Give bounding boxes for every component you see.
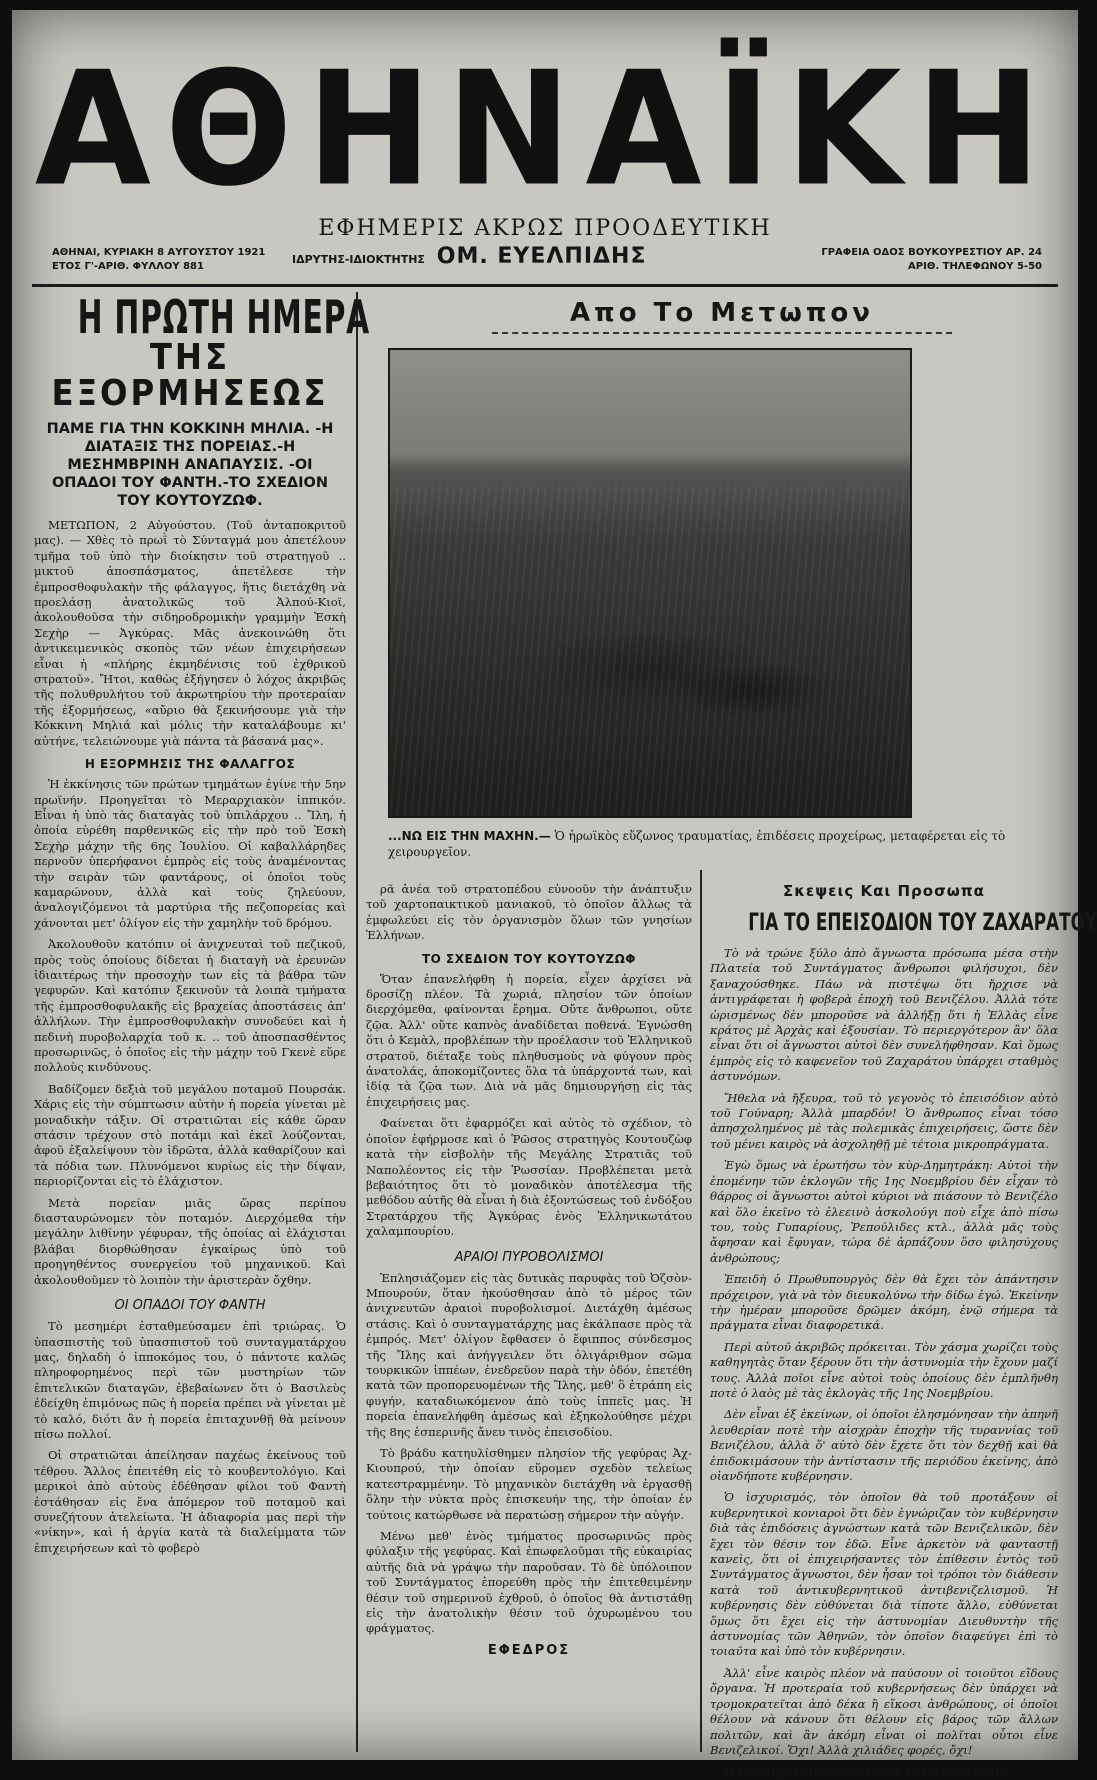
middle-signoff: ΕΦΕΔΡΟΣ [487, 1642, 571, 1658]
info-date-block [52, 246, 265, 274]
middle-paragraph: Μένω μεθ' ἑνὸς τμήματος προσωρινῶς πρὸς φύλαξιν τῆς γεφύρας. Καὶ ἐπωφελοῦμαι τῆς εὐκαιρίας αὐτῆς διὰ νὰ γράψω τὴν παροῦσαν. Τὸ δὲ ὑπόλοιπον τοῦ Συντάγματος ἐπορεύθη πρὸς τὴν ἐπιτεθειμένην θέσιν τοῦ σημερινοῦ ἐχθροῦ, ὁ ὁποῖος θὰ ἀντιστάθῃ εἰς τὴν ἀνατολικὴν θέσιν τοῦ ὀχυρωμένου του φράγματος. [366, 1529, 692, 1636]
right-section-title: Σκεψεις Και Προσωπα [783, 882, 985, 900]
info-bar [52, 244, 1042, 284]
front-section-title: Απο Το Μετωπον [570, 298, 874, 328]
front-title-underline [492, 332, 952, 334]
middle-paragraph: Ὅταν ἐπανελήφθη ἡ πορεία, εἶχεν ἀρχίσει νὰ δροσίζῃ πλέον. Τὰ χωριά, πλησίον τῶν ὁποίων διερχόμεθα, φαίνονται ἔρημα. Οὔτε ἄνθρωποι, οὔτε ζῷα. Ἀλλ' οὔτε καπνὸς ἀναδίδεται ποθενά. Ἐγνώσθη ὅτι ὁ Κεμὰλ, προβλέπων τὴν προέλασιν τοῦ Ἑλληνικοῦ στρατοῦ, διέταξε τοὺς πληθυσμοὺς νὰ φύγουν πρὸς ἀνατολάς, ἀποκομίζοντες ὅλα τὰ ὑπάρχοντά των, καὶ ἰδίᾳ τὰ ζῷα των. Διὰ νὰ μᾶς δημιουργήσῃ εἰς τὰς ἐπιχειρήσεις μας. [366, 971, 692, 1109]
lead-paragraph: Οἱ στρατιῶται ἀπείλησαν παχέως ἐκείνους τοῦ τέθρου. Ἄλλος ἐπειτέθη εἰς τὸ κουβεντολόγιο. Καὶ μερικοὶ ἀπὸ αὐτοὺς ἐδέθησαν φίλοι τοῦ Φαντὴ ἐστάθησαν εἰς ἕνα ἀπόμερον τοῦ ποταμοῦ καὶ συνεζήτουν ἀτελείωτα. Ἡ ἀδιαφορία μας περὶ τὴν «νίκην», καὶ ἡ ἀργία κατὰ τὰ διαλείμματα τῶν ἐπιχειρήσεων καὶ τὸ φοβερὸ [34, 1448, 346, 1555]
right-paragraph: Ἐπειδὴ ὁ Πρωθυπουργὸς δὲν θὰ ἔχει τὸν ἀπάντησιν πρόχειρον, γιὰ νὰ τὸν διευκολύνω τὴν δίδω ἐγώ. Ἐκείνην τὴν ἡμέραν μποροῦσε δρῶμεν ἀκόμη, ἐνῷ σήμερα τὰ πράγματα εἶναι διαφορετικά. [710, 1272, 1058, 1333]
lead-paragraph: Μετὰ πορείαν μιᾶς ὥρας περίπου διασταυρώνομεν τὸν ποταμόν. Διερχόμεθα τὴν μεγάλην λιθίνην γέφυραν, τῆς ὁποίας αἱ ἐλάχισται βλάβαι διορθώθησαν ἐγκαίρως ὑπὸ τοῦ προηγηθέντος συνεργείου τοῦ μηχανικοῦ. Καὶ ἀκολουθοῦμεν τὸ λοιπὸν τὴν ἀριστερὰν ὄχθην. [34, 1195, 346, 1287]
info-founder-block [292, 244, 646, 269]
column-divider-left [356, 292, 358, 1752]
right-paragraph: Ὁ ἰσχυρισμός, τὸν ὁποῖον θὰ τοῦ προτάξουν οἱ κυβερνητικοὶ κονιαροὶ ὅτι δὲν ἐγνώριζαν τὸν κυβέρνησιν διὰ τὰς ἐπιδόσεις ἀγνώστων κατὰ τῶν Βενιζελικῶν, δὲν ἔχει τὸν θέσιν τον ἐδῶ. Εἶνε ἀρκετὸν νὰ φανταστῇ κανεὶς, ὅτι οἱ ἐπιχειρήσαντες τὸν ἐπίθεσιν ἐντὸς τοῦ Συντάγματος ἄγνωστοι, δὲν ἦσαν τοὶ τρόποι τὸν διάθεσιν κατὰ τοῦ ἀντικυβερνητικοῦ ἀντιβενιζελισμοῦ. Ἡ κυβέρνησις δὲν εὐθύνεται διὰ τίποτε ἄλλο, εὐθύνεται ὅμως ὅτι ἔχει εἰς τὴν ἀστυνομίαν Διευθυντὴν τῆς ἀστυνομίας τῶν Ἀθηνῶν, τὸν ὁποῖον διαφεύγει ἐπὶ τὸ τοιαῦτα καὶ ὑπὸ τὸν κυβέρνησιν. [710, 1490, 1058, 1659]
phone-line: ΑΡΙΘ. ΤΗΛΕΦΩΝΟΥ 5-50 [908, 261, 1042, 272]
right-headline: ΓΙΑ ΤΟ ΕΠΕΙΣΟΔΙΟΝ ΤΟΥ ΖΑΧΑΡΑΤΟΥ [748, 908, 1097, 936]
lead-headline-1: Η ΠΡΩΤΗ ΗΜΕΡΑ [77, 290, 370, 344]
middle-article [366, 882, 692, 1752]
issue-line: ΕΤΟΣ Γ'-ΑΡΙΘ. ΦΥΛΛΟΥ 881 [52, 261, 204, 272]
founder-label: ΙΔΡΥΤΗΣ-ΙΔΙΟΚΤΗΤΗΣ [292, 253, 425, 266]
middle-paragraph: Τὸ βράδυ κατηυλίσθημεν πλησίον τῆς γεφύρας Ἀχ-Κιουπρού, τὴν ὁποίαν εὕρομεν σχεδὸν τελείως κατεστραμμένην. Τὸ μηχανικὸν διετάχθη νὰ ἐργασθῇ ὅλην τὴν νύκτα πρὸς ἐπισκευήν της, τὴν ὁποίαν ἐν τούτοις κατώρθωσε νὰ περατώσῃ σήμερον τὴν αὐγήν. [366, 1446, 692, 1522]
right-paragraph: Τὸ νὰ τρώνε ξύλο ἀπὸ ἄγνωστα πρόσωπα μέσα στὴν Πλατεία τοῦ Συντάγματος ἄνθρωποι φιλήσυχοι, δὲν ξαναχούσθηκε. Πάω νὰ πιστέψω ὅτι ἤρχισε νὰ ἀντιγράφεται ἡ φοβερὰ ἐποχὴ τοῦ Βενιζέλου. Ἀλλὰ τότε ὡρισμένως δὲν μποροῦσε νὰ ἀλλήξῃ ὅτι ἡ Ἑλλὰς εἶνε κράτος μὲ Ἀρχὰς καὶ ἐξουσίαν. Τὸ περιεργότερον ἂν' ὅλα εἶναι ὅτι οἱ ἄγνωστοι αὐτοὶ δὲν συνελήφθησαν. Καὶ ὅμως ἐμπρὸς εἰς τὸ καφενεῖον τοῦ Ζαχαράτου ὑπάρχει σταθμὸς ἀστυνόμων. [710, 946, 1058, 1084]
date-line: ΑΘΗΝΑΙ, ΚΥΡΙΑΚΗ 8 ΑΥΓΟΥΣΤΟΥ 1921 [52, 247, 266, 258]
right-paragraph: Δὲν εἶναι ἐξ ἐκείνων, οἱ ὁποῖοι ἐλησμόνησαν τὴν ἀπηνῆ λευθερίαν ποτὲ τὴν αἰσχρὰν ἐποχὴν τῆς τυραννίας τοῦ Βενιζέλου, ἀλλὰ ὅ' αὐτὸ δὲν ἔχετε ὅτι τὸν δεχθῇ καὶ θὰ ἐπιδοκιμάσουν τὴν ἀντίστασιν τῆς περιόδου ἐκείνης, ἀπὸ οἰανδήποτε κυβέρνησιν. [710, 1407, 1058, 1483]
middle-paragraph: Ἐπλησιάζομεν εἰς τὰς δυτικὰς παρυφὰς τοῦ Ὀζσὸν-Μπουρούν, ὅταν ἠκούσθησαν ἀπὸ τὸ μέρος τῶν ἀνιχνευτῶν ἀραιοὶ πυροβολισμοί. Διετάχθη ἀμέσως στάσις. Καὶ ὁ συνταγματάρχης μας ἐκάλπασε πρὸς τὰ ἐμπρός. Μετ' ὀλίγον ἔφθασεν ὁ ἔφιππος σύνδεσμος τῆς Ἴλης καὶ ἀνήγγειλεν ὅτι ὀλιγάριθμον σῶμα τουρκικῶν ἱππέων, ἐνεδρεῦον παρὰ τὴν ὁδόν, ἐπετέθη κατὰ τῶν προπορευομένων τῆς Ἴλης, μεθ' ὃ ἐτράπη εἰς φυγήν, καταδιωκόμενον ἀπὸ τοὺς ἱππεῖς μας. Ἡ πορεία ἐπανελήφθη ἀμέσως καὶ ἐξηκολούθησε μέχρι τῆς 8ης ἑσπερινῆς ἄνευ τινὸς ἐπεισοδίου. [366, 1270, 692, 1439]
offices-line: ΓΡΑΦΕΙΑ ΟΔΟΣ ΒΟΥΚΟΥΡΕΣΤΙΟΥ ΑΡ. 24 [821, 247, 1042, 258]
masthead-title: ΑΘΗΝΑΪΚΗ [34, 38, 1056, 222]
lead-paragraph: Τὸ μεσημέρι ἐσταθμεύσαμεν ἐπὶ τριώρας. Ὁ ὑπασπιστὴς τοῦ ὑπασπιστοῦ τοῦ συνταγματάρχου μας, δηλαδὴ ὁ ἱπποκόμος του, ὁ πάντοτε καλῶς πληροφορημένος περὶ τῶν μυστηρίων τῶν ἐπιτελικῶν διαταγῶν, ἐβεβαίωνεν ὅτι ὁ Βασιλεὺς ἐδείχθη ἐπιμόνως πῶς ἡ πορεία πρέπει νὰ γίνεται μὲ τὸ καλό, διότι ἂν ἡ πορεία ἐπιταχυνθῇ θὰ μείνουν πίσω πολλοί. [34, 1319, 346, 1441]
lead-article [34, 290, 370, 1754]
lead-headline-2: ΤΗΣ ΕΞΟΡΜΗΣΕΩΣ [51, 337, 329, 414]
lead-section-heading: ΟΙ ΟΠΑΔΟΙ ΤΟΥ ΦΑΝΤΗ [114, 1298, 266, 1314]
lead-paragraph: ΜΕΤΩΠΟΝ, 2 Αὐγούστου. (Τοῦ ἀνταποκριτοῦ μας). — Χθὲς τὸ πρωῒ τὸ Σύνταγμά μου ἀπετέλουν τμῆμα τοῦ ὑπὸ τὴν διοίκησιν τοῦ στρατηγοῦ .. μικτοῦ ἀποσπάσματος, ἀπετέλεσε τὴν ἐμπροσθοφυλακὴν τῆς φάλαγγος, ἥτις διετάχθη νὰ προελάσῃ ἀνατολικῶς τοῦ Ἀλπού-Κιοϊ, ἀκολουθοῦσα τὴν σιδηροδρομικὴν γραμμὴν Ἐσκὴ Σεχὴρ — Ἀγκύρας. Μᾶς ἀνεκοινώθη ὅτι ἀντικειμενικὸς σκοπὸς τῶν νέων ἐπιχειρήσεων εἶναι ἡ «πλήρης ἐκμηδένισις τοῦ ἐχθρικοῦ στρατοῦ». Ἤτοι, καθὼς ἐξήγησεν ὁ λόχος ἀκριβῶς τῆς πολυθρυλήτου τοῦ ἀκρωτηρίου τὴν προτεραίαν τῆς ἐξορμήσεως, «αὔριο θὰ ξεκινήσουμε γιὰ τὴν Κόκκινη Μηλιά καὶ μόλις τὴν καταλάβουμε κι' αὐτήνε, τελειώνουμε γιὰ πάντα τὰ βάσανά μας». [34, 518, 346, 748]
masthead [12, 38, 1078, 241]
caption-lead: ...ΝΩ ΕΙΣ ΤΗΝ ΜΑΧΗΝ.— [388, 829, 551, 843]
middle-paragraph: ρᾶ ἀνέα τοῦ στρατοπέδου εὐνοοῦν τὴν ἀνάπτυξιν τοῦ χαρτοπαικτικοῦ μανιακοῦ, τὸ ὁποῖον ἄλλως τὰ ἐμφωλεύει εἰς τὸν ὀργανισμὸν ὅλων τῶν γνησίων Ἑλλήνων. [366, 882, 692, 943]
middle-section-heading: ΑΡΑΙΟΙ ΠΥΡΟΒΟΛΙΣΜΟΙ [454, 1249, 604, 1265]
lead-section-heading: Η ΕΞΟΡΜΗΣΙΣ ΤΗΣ ΦΑΛΑΓΓΟΣ [84, 757, 296, 772]
caption-text: Ὁ ἡρωϊκὸς εὔζωνος τραυματίας, ἐπιδέσεις προχείρως, μεταφέρεται εἰς τὸ χειρουργεῖον. [388, 829, 1006, 859]
right-paragraph: Ἤθελα νὰ ἤξευρα, τοῦ τὸ γεγονὸς τὸ ἐπεισόδιον αὐτὸ τοῦ Γούναρη; Ἀλλὰ μπαρδόν! Ὁ ἄνθρωπος εἶναι τόσο ἀπησχολημένος μὲ τὰς πολεμικὰς ἐπιχειρήσεις, ὥστε δὲν τοῦ μένει καιρὸς νὰ ἀσχοληθῇ μὲ τέτοια μικροπράγματα. [710, 1090, 1058, 1151]
right-paragraph: Περὶ αὐτοῦ ἀκριβῶς πρόκειται. Τὸν χάσμα χωρίζει τοὺς καθηγητὰς ὅταν ξέρουν ὅτι τὴν ἀστυνομία τὴν ἔχουν μαζί τους. Ἀλλὰ ποῖοι εἶνε αὐτοὶ τοὺς ὁποίους δὲν ἐμπλῆνθη ποτὲ ὁ λαὸς μὲ τὰς ἐκλογὰς τῆς 1ης Νοεμβρίου. [710, 1339, 1058, 1400]
masthead-rule [32, 284, 1058, 287]
right-paragraph: Ἀλλ' εἶνε καιρὸς πλέον νὰ παύσουν οἱ τοιοῦτοι εἴδους ὄργανα. Ἡ προτεραία τοῦ κυβερνήσεως δὲν ὑπάρχει νὰ τρομοκρατεῖται ἀπὸ δέκα ἢ εἴκοσι ἀνθρώπους, οἱ ὁποῖοι θέλουν νὰ κάνουν ὅτι θέλουν εἰς βάρος τῶν ἄλλων πολιτῶν, καὶ ἂν ἀκόμη εἶναι οἱ πολῖται οὗτοι εἶνε Βενιζελικοί. Ὄχι! Ἀλλὰ χιλιάδες φορές, ὄχι! [710, 1665, 1058, 1757]
lead-subheadline: ΠΑΜΕ ΓΙΑ ΤΗΝ ΚΟΚΚΙΝΗ ΜΗΛΙΑ. -Η ΔΙΑΤΑΞΙΣ ΤΗΣ ΠΟΡΕΙΑΣ.-Η ΜΕΣΗΜΒΡΙΝΗ ΑΝΑΠΑΥΣΙΣ. -ΟΙ ΟΠΑΔΟΙ ΤΟΥ ΦΑΝΤΗ.-ΤΟ ΣΧΕΔΙΟΝ ΤΟΥ ΚΟΥΤΟΥΖΩΦ. [46, 421, 334, 509]
founder-name: ΟΜ. ΕΥΕΛΠΙΔΗΣ [436, 244, 647, 269]
right-paragraph: Ἐγὼ ὅμως νὰ ἐρωτήσω τὸν κὺρ-Δημητράκη: Αὐτοὶ τὴν ἐπομένην τῶν ἐκλογῶν τῆς 1ης Νοεμβρίου δὲν εἶχαν τὸ θάρρος οἱ ἄγνωστοι αὐτοὶ κύριοι νὰ πιάσουν τὸ Βενιζέλο καὶ ὅλο ἐκεῖνο τὸ ἐλεεινὸ ἀσκολούγι ποὺ εἶχε ἀπὸ πίσω του, τοὺς Γυπαρίους, Ῥεπούλιδες κτλ., ἀλλὰ μᾶς τοὺς ἄφησαν καὶ ἔφυγαν, τώρα δὲ ἀρπάζουν ὅσο φιλησύχους ἀνθρώπους; [710, 1158, 1058, 1265]
lead-paragraph: Ἀκολουθοῦν κατόπιν οἱ ἀνιχνευταὶ τοῦ πεζικοῦ, πρὸς τοὺς ὁποίους δίδεται ἡ διαταγὴ νὰ ἐρευνῶν ἰδιαιτέρως τὴν προσοχὴν των εἰς τὰ βάθρα τῶν γεφυρῶν. Καὶ κατόπιν ξεκινοῦν τὰ λοιπὰ τμήματα τῆς ἐμπροσθοφυλακῆς εἰς βραχείας ἀποστάσεις ἀπ' ἀλλήλων. Τὴν ἐμπροσθοφυλακὴν συνοδεύει καὶ ἡ πεδινὴ πυροβολαρχία τοῦ κ. .. τοῦ ἀποσπασθέντος προσωρινῶς, ὁ ὁποῖος εἰς τὴν μάχην τοῦ Γκενὲ εὕρε πολλοὺς κινδύνους. [34, 937, 346, 1075]
column-divider-right [700, 870, 702, 1752]
newspaper-page [12, 10, 1097, 1779]
info-office-block [821, 246, 1042, 274]
front-photograph [388, 348, 912, 818]
photo-grass-texture [390, 486, 910, 816]
right-paragraph: Ὁ κὺρ Δημητράκης ὀφείλει νὰ τὸ ἐννοήσῃ αὐτό, [724, 1764, 1007, 1779]
masthead-subtitle: ΕΦΗΜΕΡΙΣ ΑΚΡΩΣ ΠΡΟΟΔΕΥΤΙΚΗ [318, 216, 772, 241]
photo-caption [388, 828, 1038, 860]
right-article [710, 882, 1097, 1779]
lead-paragraph: Ἡ ἐκκίνησις τῶν πρώτων τμημάτων ἐγίνε τὴν 5ην πρωϊνήν. Προηγεῖται τὸ Μεραρχιακὸν ἱππικόν. Εἶναι ἡ ὑπὸ τὰς διαταγὰς τοῦ ὑπιλάρχου .. Ἴλη, ἡ ὁποία εὐρέθη παρθενικῶς εἰς τὴν πρὸ τοῦ Ἐσκὴ Σεχὴρ μάχην τῆς 6ης Ἰουλίου. Οἱ καβαλλάρηδες περνοῦν ὑπερήφανοι ἐμπρὸς εἰς τοὺς ἀναμένοντας τὴν σειρὰν τῶν φαντάρους, οἱ ὁποῖοι τοὺς καμαρώνουν, ἀλλὰ καὶ τοὺς ζηλεύουν, ἀναλογιζόμενοι τὰ μαρτύρια τῆς πεζοπορείας καὶ χάνονται μετ' ὀλίγον εἰς τὴν χαμηλὴν τοῦ δρόμου. [34, 777, 346, 930]
middle-section-heading: ΤΟ ΣΧΕΔΙΟΝ ΤΟΥ ΚΟΥΤΟΥΖΩΦ [421, 951, 636, 966]
middle-paragraph: Φαίνεται ὅτι ἐφαρμόζει καὶ αὐτὸς τὸ σχέδιον, τὸ ὁποῖον ἐφήρμοσε καὶ ὁ Ῥῶσος στρατηγὸς Κουτουζὼφ κατὰ τὴν εἰσβολὴν τῆς Μεγάλης Στρατιᾶς τοῦ Ναπολέοντος εἰς τὴν Ῥωσσίαν. Προβλέπεται μετὰ βεβαιότητος ὅτι τὸ μοναδικὸν ἀποτέλεσμα τῆς μεθόδου αὐτῆς θὰ εἶναι ἡ διὰ ἐξοντώσεως τοῦ ἐνδόξου Στρατάρχου τῆς Ἀγκύρας ἑνὸς Ἑλληνικωτάτου χαλαμπουρίου. [366, 1116, 692, 1239]
lead-paragraph: Βαδίζομεν δεξιὰ τοῦ μεγάλου ποταμοῦ Πουρσάκ. Χάρις εἰς τὴν σύμπτωσιν αὐτὴν ἡ πορεία γίνεται μὲ μοναδικὴν τάξιν. Οἱ στρατιῶται εἰς κάθε ὥραν στάσιν τρέχουν στὸ ποτάμι καὶ ἐκεῖ λούζονται, ἀφοῦ ἐξαλείψουν τὸν ἱδρῶτα, ἀλλὰ καθαρίζουν καὶ τὰ πόδια των. Πλυνόμενοι κυρίως εἰς τὴν δίψαν, περιορίζονται εἰς τὸ ἐλάχιστον. [34, 1081, 346, 1189]
